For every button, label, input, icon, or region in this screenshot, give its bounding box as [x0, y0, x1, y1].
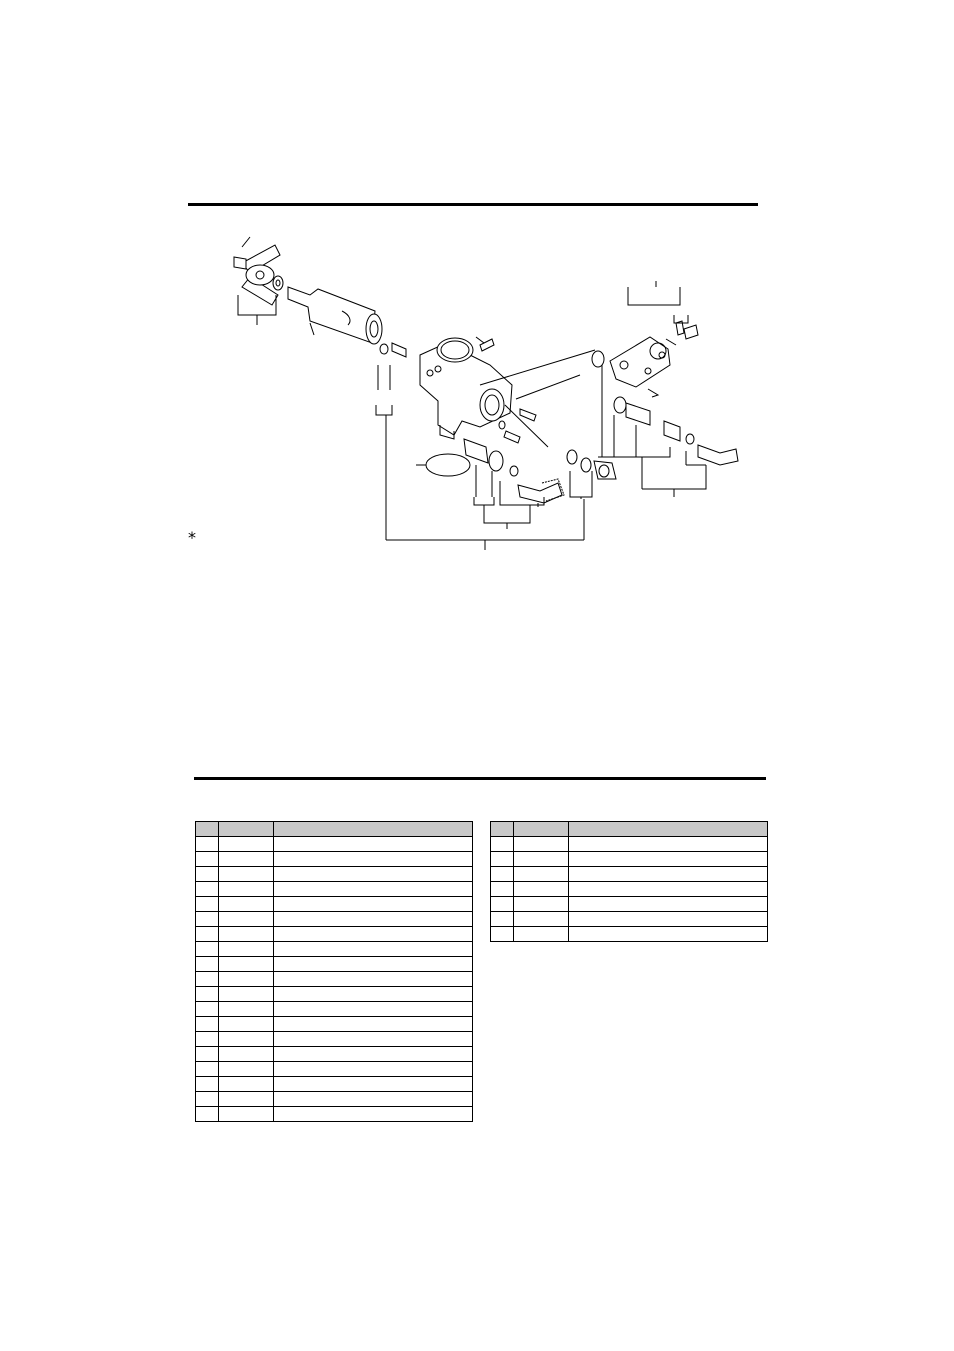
table-row	[196, 987, 473, 1002]
header-cell-code	[219, 822, 274, 837]
table-cell	[274, 942, 473, 957]
table-cell	[219, 1107, 274, 1122]
table-cell	[491, 927, 514, 942]
table-cell	[274, 987, 473, 1002]
table-cell	[274, 912, 473, 927]
section-rule-parts-list	[194, 777, 766, 780]
table-row	[196, 957, 473, 972]
label-oval	[426, 454, 470, 476]
table-cell	[219, 1032, 274, 1047]
table-cell	[219, 882, 274, 897]
table-cell	[274, 1002, 473, 1017]
table-cell	[274, 1077, 473, 1092]
table-cell	[219, 912, 274, 927]
table-cell	[274, 897, 473, 912]
table-cell	[196, 942, 219, 957]
table-cell	[491, 912, 514, 927]
table-cell	[196, 1092, 219, 1107]
table-cell	[196, 1077, 219, 1092]
header-cell-code	[514, 822, 569, 837]
table-cell	[219, 972, 274, 987]
table-row	[491, 912, 768, 927]
rotor-shaft-part	[288, 287, 382, 344]
table-cell	[219, 837, 274, 852]
parts-list-table-right	[490, 821, 768, 942]
table-cell	[569, 897, 768, 912]
table-cell	[219, 1002, 274, 1017]
table-row	[196, 912, 473, 927]
table-row	[196, 1047, 473, 1062]
table-row	[196, 1062, 473, 1077]
needle-valve-lower-part	[464, 439, 564, 503]
table-cell	[274, 1032, 473, 1047]
table-row	[196, 942, 473, 957]
table-cell	[491, 882, 514, 897]
table-cell	[219, 852, 274, 867]
table-cell	[274, 957, 473, 972]
drive-hub-part	[242, 245, 280, 305]
table-cell	[196, 1032, 219, 1047]
table-cell	[274, 867, 473, 882]
table-row	[491, 852, 768, 867]
table-header-row	[491, 822, 768, 837]
footnote-mark: *	[188, 528, 196, 547]
table-row	[196, 972, 473, 987]
table-cell	[514, 852, 569, 867]
table-cell	[274, 927, 473, 942]
table-cell	[514, 882, 569, 897]
table-row	[196, 852, 473, 867]
table-row	[196, 897, 473, 912]
table-row	[196, 1092, 473, 1107]
table-row	[196, 927, 473, 942]
table-cell	[196, 852, 219, 867]
table-cell	[196, 1047, 219, 1062]
table-cell	[196, 972, 219, 987]
table-cell	[196, 837, 219, 852]
table-row	[491, 837, 768, 852]
table-cell	[569, 912, 768, 927]
header-cell-description	[274, 822, 473, 837]
table-row	[491, 927, 768, 942]
table-row	[491, 867, 768, 882]
table-cell	[514, 912, 569, 927]
table-cell	[219, 927, 274, 942]
table-cell	[196, 882, 219, 897]
hub-washer-part	[273, 276, 283, 290]
table-header-row	[196, 822, 473, 837]
table-cell	[219, 957, 274, 972]
exploded-parts-diagram	[180, 225, 780, 565]
table-cell	[569, 927, 768, 942]
table-row	[196, 1002, 473, 1017]
table-row	[196, 1032, 473, 1047]
table-cell	[514, 867, 569, 882]
table-cell	[569, 882, 768, 897]
parts-list-table-left	[195, 821, 473, 1122]
table-row	[196, 882, 473, 897]
table-cell	[219, 1062, 274, 1077]
table-cell	[491, 897, 514, 912]
table-cell	[274, 837, 473, 852]
header-cell-description	[569, 822, 768, 837]
table-row	[196, 1077, 473, 1092]
table-cell	[196, 867, 219, 882]
table-cell	[219, 1017, 274, 1032]
table-row	[196, 1017, 473, 1032]
table-cell	[274, 882, 473, 897]
table-cell	[219, 1047, 274, 1062]
table-cell	[274, 972, 473, 987]
table-cell	[491, 852, 514, 867]
table-cell	[219, 1092, 274, 1107]
table-cell	[196, 1017, 219, 1032]
header-cell-no	[491, 822, 514, 837]
table-cell	[569, 852, 768, 867]
table-cell	[274, 1062, 473, 1077]
table-row	[196, 867, 473, 882]
table-cell	[514, 927, 569, 942]
table-cell	[514, 897, 569, 912]
table-cell	[196, 1062, 219, 1077]
table-cell	[219, 867, 274, 882]
table-cell	[569, 867, 768, 882]
table-cell	[274, 1107, 473, 1122]
table-cell	[219, 987, 274, 1002]
table-cell	[196, 912, 219, 927]
carburetor-body-part	[420, 338, 512, 439]
table-cell	[274, 1047, 473, 1062]
table-cell	[514, 837, 569, 852]
table-cell	[196, 957, 219, 972]
cover-plate-part	[610, 337, 670, 387]
table-cell	[219, 1077, 274, 1092]
table-cell	[196, 897, 219, 912]
table-cell	[196, 1107, 219, 1122]
table-row	[491, 882, 768, 897]
header-cell-no	[196, 822, 219, 837]
table-cell	[196, 987, 219, 1002]
section-rule-top	[188, 203, 758, 206]
table-cell	[219, 897, 274, 912]
table-row	[196, 837, 473, 852]
table-cell	[219, 942, 274, 957]
table-cell	[196, 1002, 219, 1017]
table-cell	[274, 1092, 473, 1107]
table-row	[196, 1107, 473, 1122]
table-cell	[491, 867, 514, 882]
table-cell	[491, 837, 514, 852]
table-cell	[274, 1017, 473, 1032]
table-cell	[196, 927, 219, 942]
table-cell	[569, 837, 768, 852]
table-cell	[274, 852, 473, 867]
table-row	[491, 897, 768, 912]
